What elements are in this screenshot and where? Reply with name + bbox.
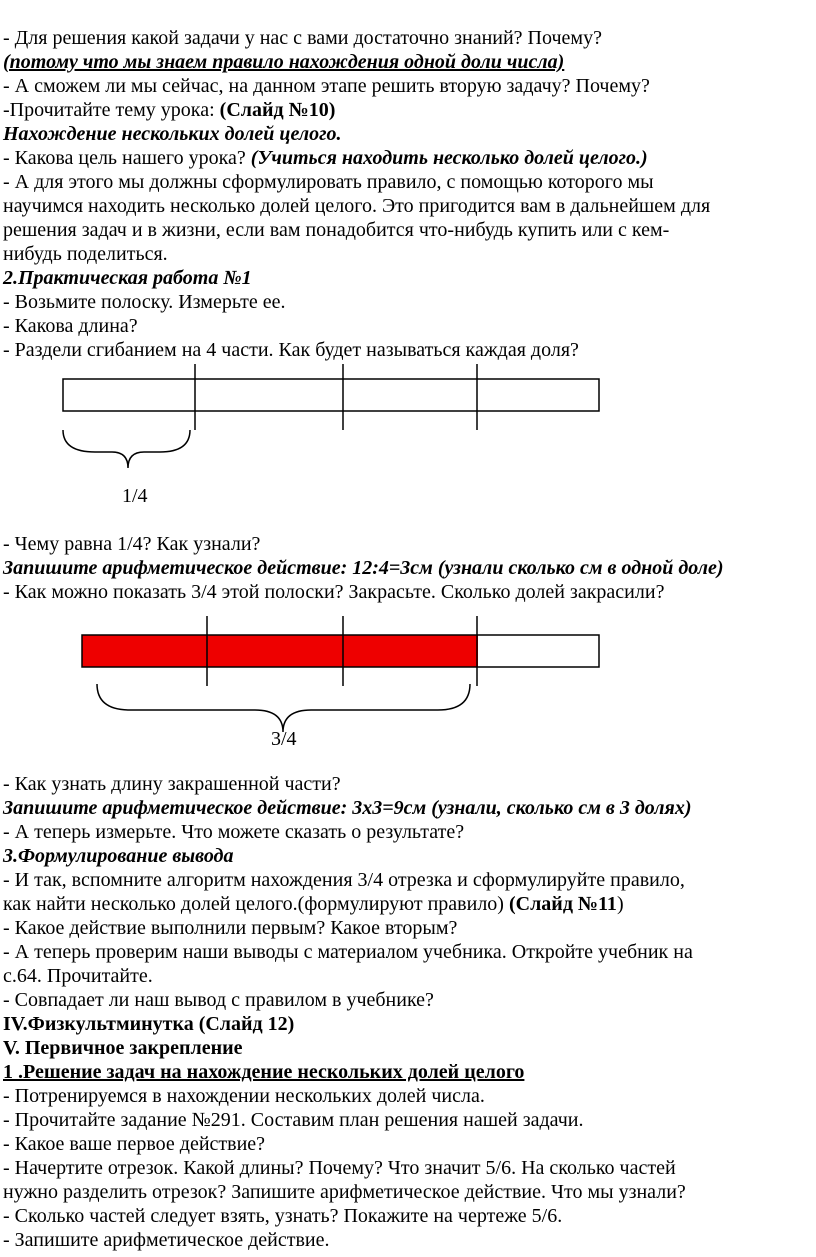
- text-line: [3, 1132, 265, 1156]
- text-line: [3, 122, 341, 146]
- text-run: -Прочитайте тему урока:: [3, 99, 220, 121]
- text-run: - А теперь проверим наши выводы с материалом учебника. Откройте учебник на: [3, 941, 693, 963]
- strip-2-label: 3/4: [271, 728, 297, 750]
- text-line: [3, 50, 564, 74]
- text-line: [3, 290, 286, 314]
- text-run: (потому что мы знаем правило нахождения одной доли числа): [3, 51, 565, 73]
- text-line: [3, 820, 464, 844]
- strip-1-brace: [63, 430, 190, 468]
- text-run: нужно разделить отрезок? Запишите арифметическое действие. Что мы узнали?: [3, 1181, 686, 1203]
- text-run: - Совпадает ли наш вывод с правилом в учебнике?: [3, 989, 434, 1011]
- text-line: [3, 844, 233, 868]
- text-run: - Для решения какой задачи у нас с вами достаточно знаний? Почему?: [3, 27, 602, 49]
- text-run: ): [616, 893, 624, 915]
- text-line: [3, 218, 669, 242]
- text-run: - Какова длина?: [3, 315, 138, 337]
- text-line: [3, 556, 724, 580]
- text-run: нибудь поделиться.: [3, 243, 168, 265]
- strip-2-brace: [97, 684, 470, 732]
- strip-1-outline: [63, 379, 599, 411]
- text-line: [3, 868, 685, 892]
- text-run: - Возьмите полоску. Измерьте ее.: [3, 291, 286, 313]
- strip-2-shaded-area: [82, 635, 478, 667]
- text-line: [3, 26, 602, 50]
- text-line: [3, 1060, 524, 1084]
- text-run: - Потренируемся в нахождении нескольких долей числа.: [3, 1085, 485, 1107]
- text-run: решения задач и в жизни, если вам понадобится что-нибудь купить или с кем-: [3, 219, 670, 241]
- text-run: (Учиться находить несколько долей целого.): [250, 147, 648, 169]
- text-run: - И так, вспомните алгоритм нахождения 3/4 отрезка и сформулируйте правило,: [3, 869, 685, 891]
- text-line: [3, 580, 664, 604]
- text-run: IV.Физкультминутка (Слайд 12): [3, 1013, 295, 1035]
- text-line: [3, 74, 650, 98]
- text-line: [3, 98, 335, 122]
- text-run: 1 .Решение задач на нахождение нескольких долей целого: [3, 1061, 525, 1083]
- text-line: [3, 916, 457, 940]
- text-line: [3, 796, 691, 820]
- text-run: - Какое ваше первое действие?: [3, 1133, 266, 1155]
- text-run: - Какова цель нашего урока?: [3, 147, 251, 169]
- text-line: [3, 1228, 329, 1252]
- text-line: [3, 1204, 562, 1228]
- text-run: - Раздели сгибанием на 4 части. Как будет называться каждая доля?: [3, 339, 579, 361]
- text-run: Нахождение нескольких долей целого.: [3, 123, 342, 145]
- text-run: - Чему равна 1/4? Как узнали?: [3, 533, 261, 555]
- text-line: [3, 940, 693, 964]
- text-run: 3.Формулирование вывода: [3, 845, 234, 867]
- text-run: как найти несколько долей целого.(формулируют правило): [3, 893, 509, 915]
- text-line: [3, 1108, 583, 1132]
- text-run: - Начертите отрезок. Какой длины? Почему? Что значит 5/6. На сколько частей: [3, 1157, 676, 1179]
- strip-1-label: 1/4: [122, 485, 148, 507]
- text-run: - Запишите арифметическое действие.: [3, 1229, 330, 1251]
- text-run: (Слайд №11: [508, 893, 617, 915]
- text-run: с.64. Прочитайте.: [3, 965, 153, 987]
- text-run: - Прочитайте задание №291. Составим план решения нашей задачи.: [3, 1109, 584, 1131]
- text-line: [3, 242, 168, 266]
- text-line: [3, 892, 624, 916]
- text-run: V. Первичное закрепление: [3, 1037, 243, 1059]
- text-run: - А теперь измерьте. Что можете сказать о результате?: [3, 821, 465, 843]
- text-line: [3, 964, 153, 988]
- text-line: [3, 266, 252, 290]
- text-run: Запишите арифметическое действие: 12:4=3см (узнали сколько см в одной доле): [3, 557, 724, 579]
- text-line: [3, 170, 654, 194]
- text-run: (Слайд №10): [219, 99, 336, 121]
- text-line: [3, 1036, 243, 1060]
- text-run: - А сможем ли мы сейчас, на данном этапе решить вторую задачу? Почему?: [3, 75, 650, 97]
- text-line: [3, 194, 710, 218]
- text-run: - Какое действие выполнили первым? Какое вторым?: [3, 917, 458, 939]
- text-run: - Как узнать длину закрашенной части?: [3, 773, 341, 795]
- text-run: - А для этого мы должны сформулировать правило, с помощью которого мы: [3, 171, 654, 193]
- text-run: Запишите арифметическое действие: 3х3=9см (узнали, сколько см в 3 долях): [3, 797, 692, 819]
- strip-figure-1: [0, 360, 816, 500]
- text-line: [3, 1012, 294, 1036]
- text-line: [3, 532, 260, 556]
- text-line: [3, 338, 579, 362]
- text-run: - Как можно показать 3/4 этой полоски? Закрасьте. Сколько долей закрасили?: [3, 581, 665, 603]
- text-run: - Сколько частей следует взять, узнать? Покажите на чертеже 5/6.: [3, 1205, 563, 1227]
- text-line: [3, 988, 434, 1012]
- text-run: 2.Практическая работа №1: [3, 267, 252, 289]
- text-line: [3, 314, 138, 338]
- text-run: научимся находить несколько долей целого. Это пригодится вам в дальнейшем для: [3, 195, 711, 217]
- text-line: [3, 1156, 676, 1180]
- text-line: [3, 1180, 686, 1204]
- strip-figure-2: [0, 608, 816, 748]
- text-line: [3, 1084, 485, 1108]
- text-line: [3, 772, 341, 796]
- text-line: [3, 146, 648, 170]
